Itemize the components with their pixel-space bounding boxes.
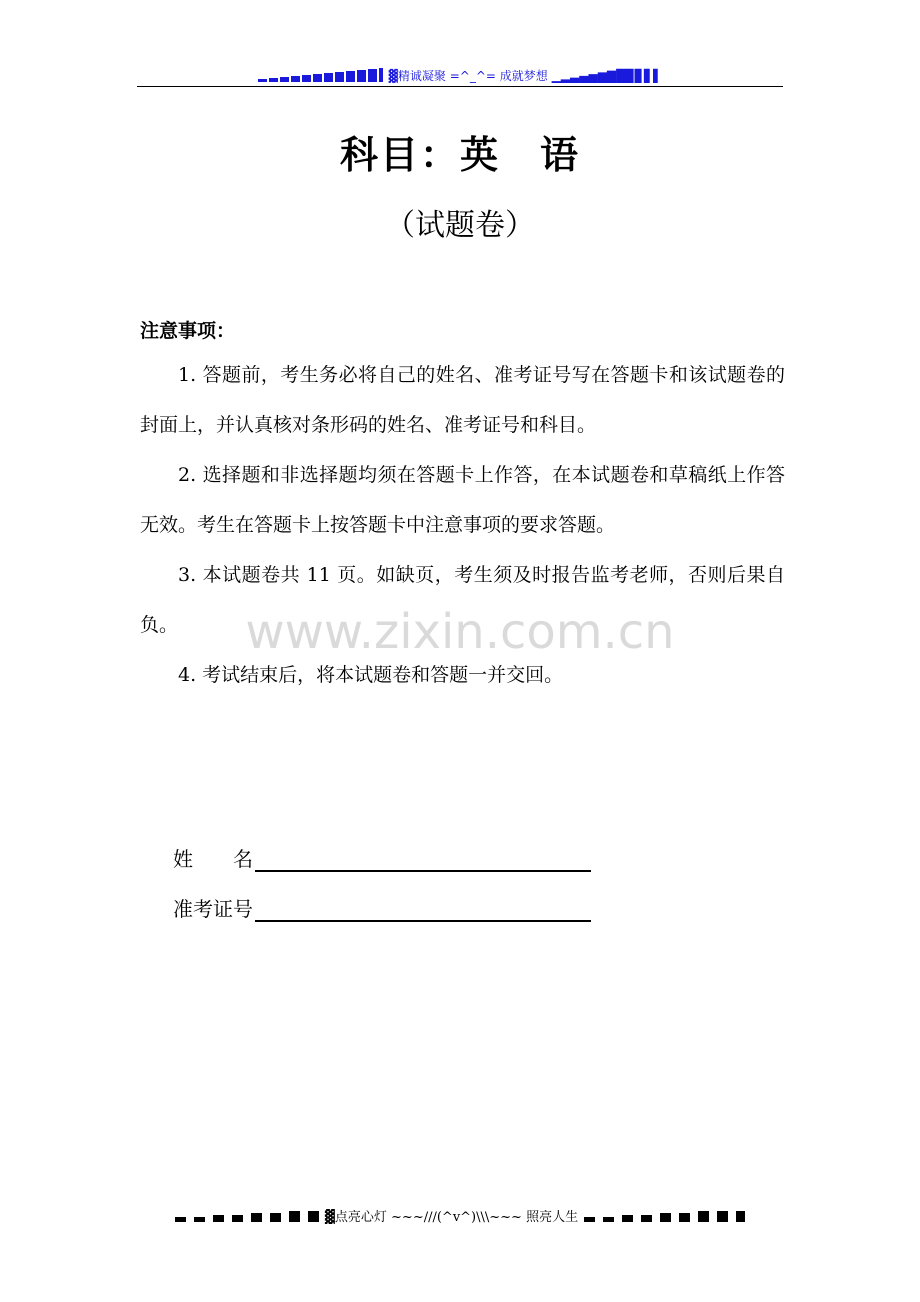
watermark: www.zixin.com.cn bbox=[245, 604, 675, 660]
page-title: 科目：英 语 bbox=[339, 133, 580, 177]
note-item: 4. 考试结束后，将本试题卷和答题一并交回。 bbox=[178, 664, 564, 686]
notes-heading: 注意事项： bbox=[140, 320, 236, 342]
name-input-line[interactable] bbox=[255, 846, 591, 872]
note-item: 1. 答题前，考生务必将自己的姓名、准考证号写在答题卡和该试题卷的封面上，并认真核对条形码的姓名、准考证号和科目。 bbox=[140, 364, 785, 436]
page-header bbox=[137, 64, 783, 87]
note-item: 3. 本试题卷共 11 页。如缺页，考生须及时报告监考老师，否则后果自负。 bbox=[140, 564, 785, 636]
header-bars-left bbox=[258, 68, 383, 82]
page-footer bbox=[150, 1204, 770, 1226]
exam-id-input-line[interactable] bbox=[255, 896, 591, 922]
notes-list bbox=[140, 350, 785, 700]
exam-id-field bbox=[173, 893, 591, 922]
name-field bbox=[173, 843, 591, 872]
note-item: 2. 选择题和非选择题均须在答题卡上作答，在本试题卷和草稿纸上作答无效。考生在答题卡上按答题卡中注意事项的要求答题。 bbox=[140, 464, 785, 536]
exam-id-label: 准考证号 bbox=[173, 897, 253, 921]
name-label: 姓 名 bbox=[173, 847, 253, 871]
footer-blocks-right bbox=[584, 1208, 745, 1222]
header-text: ▓精诚凝聚 =^_^= 成就梦想 ▁▂▃▄▅▆▇█▉▊▋▌ bbox=[388, 68, 663, 83]
page-subtitle: （试题卷） bbox=[385, 208, 535, 243]
footer-text: ▓点亮心灯 ~~~///(^v^)\\\~~~ 照亮人生 bbox=[324, 1209, 579, 1225]
footer-blocks-left bbox=[175, 1208, 319, 1222]
